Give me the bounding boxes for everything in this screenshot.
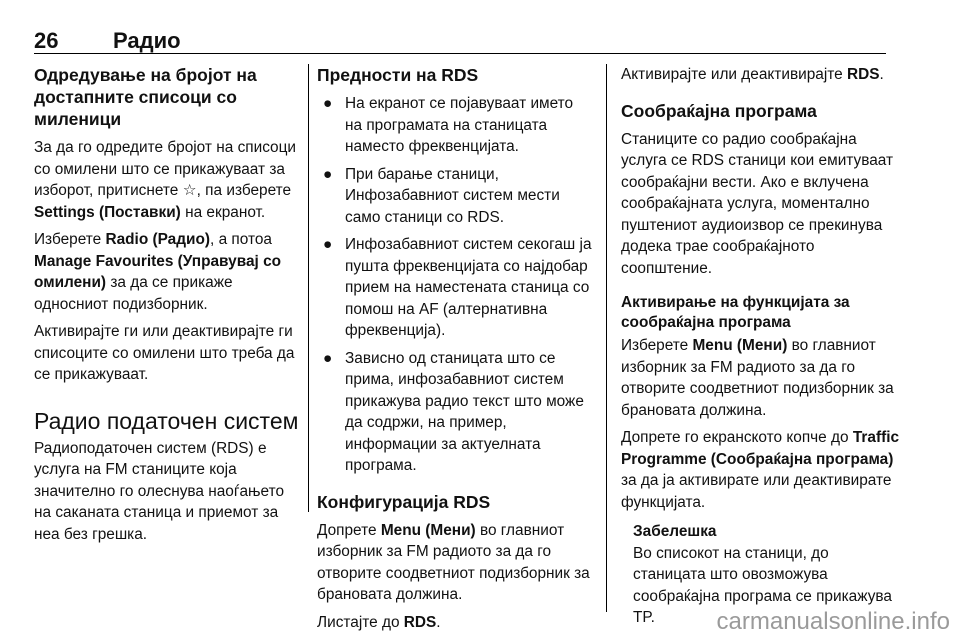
favourite-star-icon: ☆ — [182, 182, 197, 199]
heading-favourites-count: Одредување на бројот на достапните списоци со миленици — [34, 65, 257, 129]
note-heading: Забелешка — [633, 523, 717, 540]
rds-advantages-list — [317, 93, 593, 477]
paragraph-manage-favourites: Изберете Radio (Радио), а потоа Manage Favourites (Управувај со омилени) за да се прикаже односниот подизборник. — [34, 231, 282, 313]
page-header — [34, 28, 886, 52]
heading-rds-config: Конфигурација RDS — [317, 491, 491, 512]
heading-rds-advantages: Предности на RDS — [317, 65, 479, 85]
list-item: ● Инфозабавниот систем секогаш ја пушта фреквенцијата со најдобар прием на наместената станица со помош на AF (алтернативна фреквенција). — [323, 236, 592, 339]
paragraph-traffic-intro: Станиците со радио сообраќајна услуга се RDS станици кои емитуваат сообраќајни вести. Ако е вклучена сообраќајната услуга, моментално пуштениот аудиоизвор се прекинува додека трае сообраќајното соопштение. — [621, 130, 894, 277]
column-right — [621, 64, 905, 629]
paragraph-favourites-count: За да го одредите бројот на списоци со омилени што се прикажуваат за изборот, притиснете ☆, па изберете Settings (Поставки) на екранот. — [34, 139, 297, 221]
bullet-icon: ● — [323, 236, 333, 253]
paragraph-rds-intro: Радиоподаточен систем (RDS) е услуга на FM станиците која значително го олеснува наоѓањето на саканата станица и приемот за неа без грешка. — [34, 439, 285, 543]
rds-label: RDS — [403, 613, 437, 631]
paragraph-rds-menu: Допрете Menu (Мени) во главниот изборник за FM радиото за да го отворите соодветниот подизборник за брановата должина. — [317, 521, 590, 603]
watermark: carmanualsonline.info — [716, 608, 950, 635]
paragraph-traffic-menu: Изберете Menu (Мени) во главниот изборник за FM радиото за да го отворите соодветниот подизборник за брановата должина. — [621, 337, 894, 419]
paragraph-toggle-rds: Активирајте или деактивирајте RDS. — [621, 66, 884, 83]
header-divider — [34, 53, 886, 54]
manage-favourites-label: Manage Favourites (Управувај со омилени) — [34, 252, 282, 291]
note-text: Во списокот на станици, до станицата што овозможува сообраќајна програма се прикажува TP. — [633, 544, 892, 626]
column-left — [34, 64, 300, 551]
paragraph-scroll-rds: Листајте до RDS. — [317, 613, 441, 631]
traffic-programme-label: Traffic Programme (Сообраќајна програма) — [621, 429, 900, 468]
paragraph-activate-lists: Активирајте ги или деактивирајте ги списоците со омилени што треба да се прикажуваат. — [34, 323, 295, 383]
radio-label: Radio (Радио) — [105, 231, 211, 248]
heading-activate-traffic: Активирање на функцијата за сообраќајна програма — [621, 294, 850, 331]
column-divider-right — [606, 64, 607, 612]
menu-label: Menu (Мени) — [692, 337, 788, 354]
heading-rds: Радио податочен систем — [34, 407, 299, 434]
heading-traffic-programme: Сообраќајна програма — [621, 100, 817, 121]
column-middle — [317, 64, 593, 639]
menu-label: Menu (Мени) — [380, 521, 476, 539]
settings-label: Settings (Поставки) — [34, 203, 181, 221]
bullet-icon: ● — [323, 349, 333, 367]
list-item: ● На екранот се појавуваат името на програмата на станицата наместо фреквенцијата. — [323, 95, 574, 155]
list-item: ● Зависно од станицата што се прима, инфозабавниот систем прикажува радио текст што може да содржи, на пример, информации за актуелната програма. — [323, 349, 584, 474]
paragraph-traffic-toggle: Допрете го екранското копче до Traffic Programme (Сообраќајна програма) за да ја активирате или деактивирате функцијата. — [621, 429, 900, 511]
list-item: ● При барање станици, Инфозабавниот систем мести само станици со RDS. — [323, 165, 560, 226]
bullet-icon: ● — [323, 95, 333, 112]
page-number: 26 — [34, 28, 59, 53]
bullet-icon: ● — [323, 165, 333, 183]
rds-label: RDS — [846, 66, 880, 83]
column-divider-left — [308, 64, 309, 512]
page-title: Радио — [113, 28, 181, 53]
